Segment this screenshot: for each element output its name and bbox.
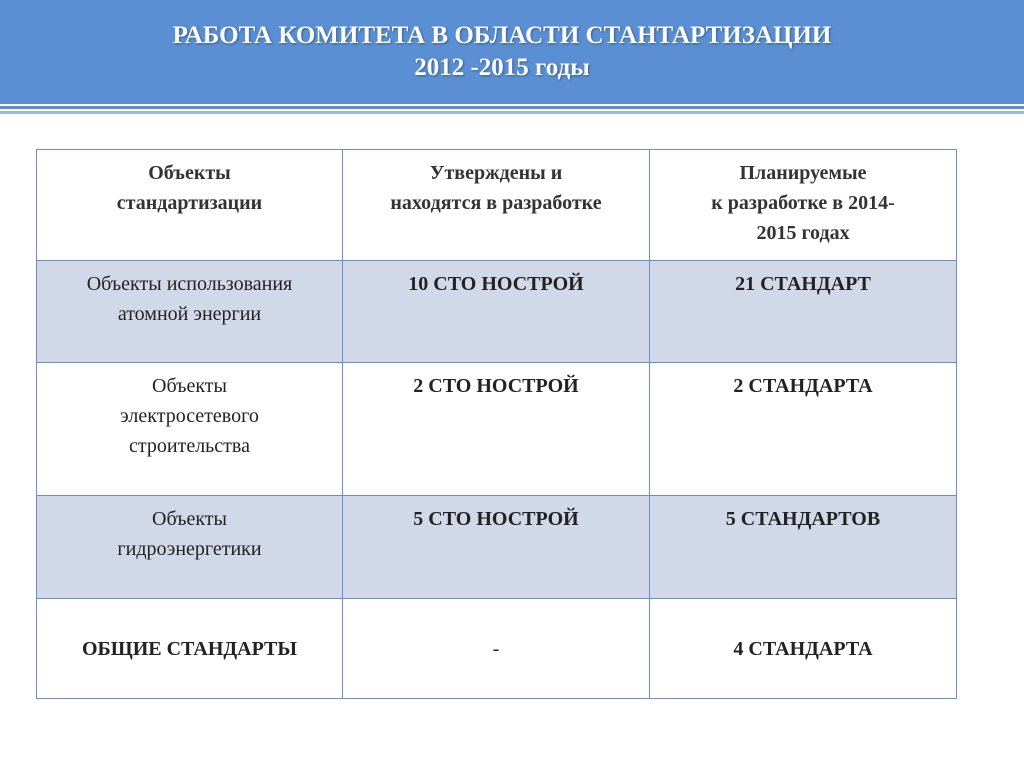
row-object-cell: ОБЩИЕ СТАНДАРТЫ [37, 599, 343, 699]
table-row [37, 599, 957, 699]
table-row [37, 363, 957, 496]
page-title [0, 20, 1004, 84]
page-title-line-2: 2012 -2015 годы [414, 54, 590, 81]
page-title-line-1: РАБОТА КОМИТЕТА В ОБЛАСТИ СТАНТАРТИЗАЦИИ [172, 22, 832, 49]
column-header-planned: Планируемые к разработке в 2014- 2015 годах [650, 150, 957, 261]
row-object-cell: Объекты гидроэнергетики [37, 496, 343, 599]
column-header-approved: Утверждены и находятся в разработке [343, 150, 650, 261]
table-row [37, 496, 957, 599]
header-divider-dark [0, 106, 1024, 109]
header-divider-light [0, 111, 1024, 114]
column-header-objects: Объекты стандартизации [37, 150, 343, 261]
row-planned-cell: 2 СТАНДАРТА [650, 363, 957, 496]
row-object-cell: Объекты использования атомной энергии [37, 261, 343, 363]
row-approved-cell: 2 СТО НОСТРОЙ [343, 363, 650, 496]
row-object-cell: Объекты электросетевого строительства [37, 363, 343, 496]
table-row [37, 261, 957, 363]
row-planned-cell: 5 СТАНДАРТОВ [650, 496, 957, 599]
standards-table [36, 149, 957, 699]
row-approved-cell: - [343, 599, 650, 699]
row-planned-cell: 4 СТАНДАРТА [650, 599, 957, 699]
row-approved-cell: 5 СТО НОСТРОЙ [343, 496, 650, 599]
row-planned-cell: 21 СТАНДАРТ [650, 261, 957, 363]
row-approved-cell: 10 СТО НОСТРОЙ [343, 261, 650, 363]
table-header-row [37, 150, 957, 261]
